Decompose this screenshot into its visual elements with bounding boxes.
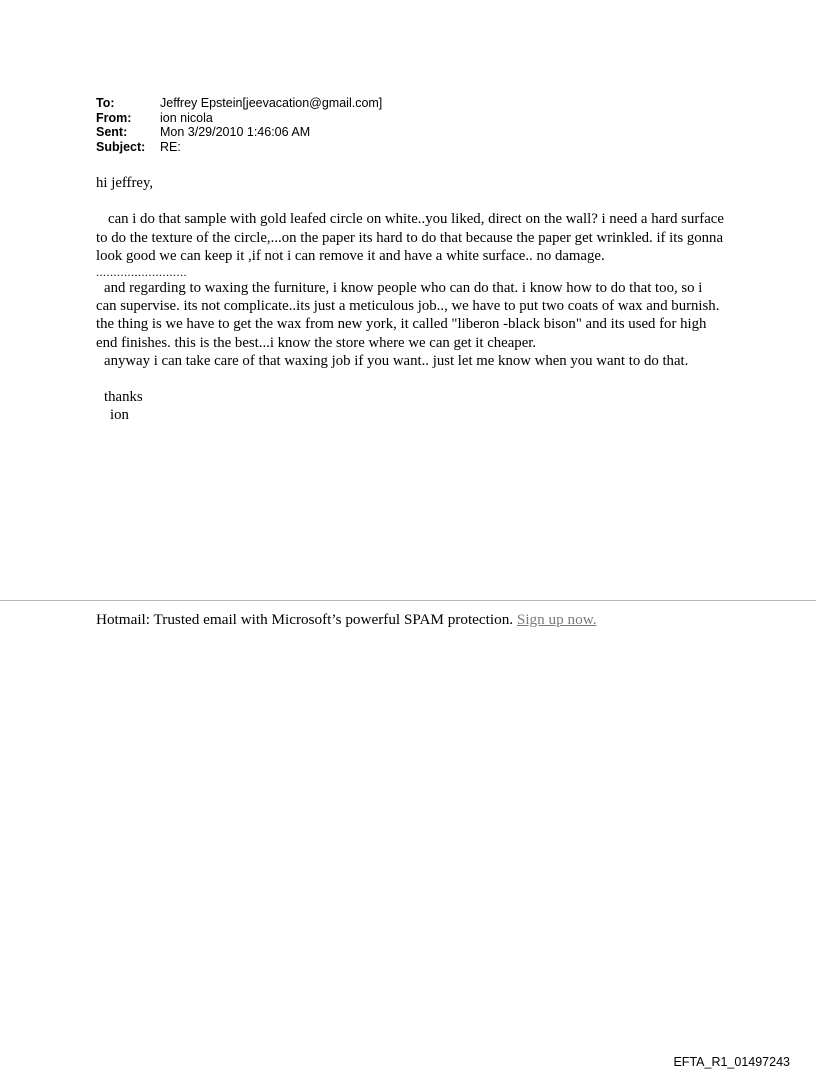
to-row xyxy=(96,96,382,111)
subject-label: Subject: xyxy=(96,139,146,154)
hotmail-footer xyxy=(96,611,597,629)
signoff-name: ion xyxy=(110,407,129,424)
paragraph-3 xyxy=(96,352,726,370)
sent-value: Mon 3/29/2010 1:46:06 AM xyxy=(160,125,311,139)
sign-up-link[interactable]: Sign up now. xyxy=(516,611,597,628)
paragraph-1-text: can i do that sample with gold leafed circle on white..you liked, direct on the wall? i need a hard surface to do the texture of the circle,...on the paper its hard to do that because the paper get wrinkled. if its gonna look good we can keep it ,if not i can remove it and have a white surface.. no damage. xyxy=(96,211,724,264)
greeting: hi jeffrey, xyxy=(96,175,154,191)
footer-text: Hotmail: Trusted email with Microsoft’s powerful SPAM protection. xyxy=(96,611,517,628)
subject-row xyxy=(96,140,382,155)
paragraph-2 xyxy=(96,279,726,352)
footer-divider xyxy=(0,600,816,601)
subject-value: RE: xyxy=(160,139,181,154)
sent-label: Sent: xyxy=(96,125,128,139)
signoff-thanks: thanks xyxy=(104,389,143,406)
blank-line xyxy=(96,192,726,210)
email-body xyxy=(96,174,726,425)
paragraph-1 xyxy=(96,210,726,265)
paragraph-3-text: anyway i can take care of that waxing job if you want.. just let me know when you want to do that. xyxy=(104,352,689,369)
paragraph-2-text: and regarding to waxing the furniture, i know people who can do that. i know how to do that too, so i can supervise. its not complicate..its just a meticulous job.., we have to put two coats of wax and burnish. the thing is we have to get the wax from new york, it called "liberon -black bison" and its used for high end finishes. this is the best...i know the store where we can get it cheaper. xyxy=(96,280,720,351)
to-label: To: xyxy=(96,96,115,110)
document-id: EFTA_R1_01497243 xyxy=(673,1055,790,1069)
from-label: From: xyxy=(96,110,132,125)
from-value: ion nicola xyxy=(160,110,213,125)
from-row xyxy=(96,111,382,126)
sent-row xyxy=(96,125,382,140)
dotted-separator: .......................... xyxy=(96,265,187,279)
blank-line xyxy=(96,370,726,388)
email-header xyxy=(96,96,382,154)
to-value: Jeffrey Epstein[jeevacation@gmail.com] xyxy=(160,96,383,110)
